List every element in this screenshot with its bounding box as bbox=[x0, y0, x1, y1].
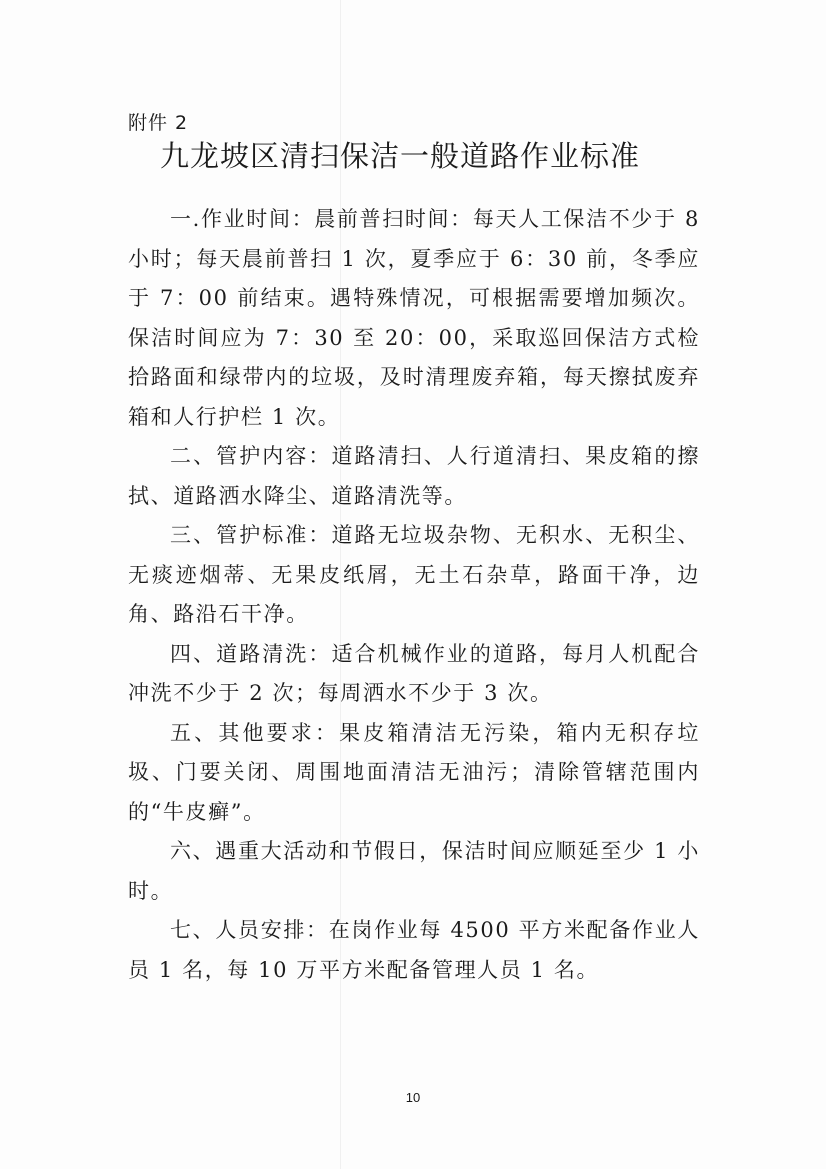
attachment-label: 附件 2 bbox=[128, 112, 189, 134]
paragraph-maintenance-standard: 三、管护标准：道路无垃圾杂物、无积水、无积尘、无痰迹烟蒂、无果皮纸屑，无土石杂草，路面干净，边角、路沿石干净。 bbox=[128, 523, 700, 626]
paragraph-holidays: 六、遇重大活动和节假日，保洁时间应顺延至少 1 小时。 bbox=[128, 839, 700, 903]
page-title: 九龙坡区清扫保洁一般道路作业标准 bbox=[160, 139, 641, 173]
paragraph-road-cleaning: 四、道路清洗：适合机械作业的道路，每月人机配合冲洗不少于 2 次；每周洒水不少于 3 次。 bbox=[128, 641, 700, 705]
document-body bbox=[128, 200, 700, 990]
page-number: 10 bbox=[405, 1090, 421, 1105]
paragraph-other-requirements: 五、其他要求：果皮箱清洁无污染，箱内无积存垃圾、门要关闭、周围地面清洁无油污；清除管辖范围内的“牛皮癣”。 bbox=[128, 720, 700, 824]
paragraph-work-time: 一.作业时间：晨前普扫时间：每天人工保洁不少于 8 小时；每天晨前普扫 1 次，夏季应于 6：30 前，冬季应于 7：00 前结束。遇特殊情况，可根据需要增加频次。保洁时间应为 7：30 至 20：00，采取巡回保洁方式检拾路面和绿带内的垃圾，及时清理废弃箱，每天擦拭废弃箱和人行护栏 1 次。 bbox=[128, 207, 700, 429]
paragraph-staffing: 七、人员安排：在岗作业每 4500 平方米配备作业人员 1 名，每 10 万平方米配备管理人员 1 名。 bbox=[128, 918, 700, 982]
paragraph-maintenance-content: 二、管护内容：道路清扫、人行道清扫、果皮箱的擦拭、道路洒水降尘、道路清洗等。 bbox=[128, 444, 700, 508]
